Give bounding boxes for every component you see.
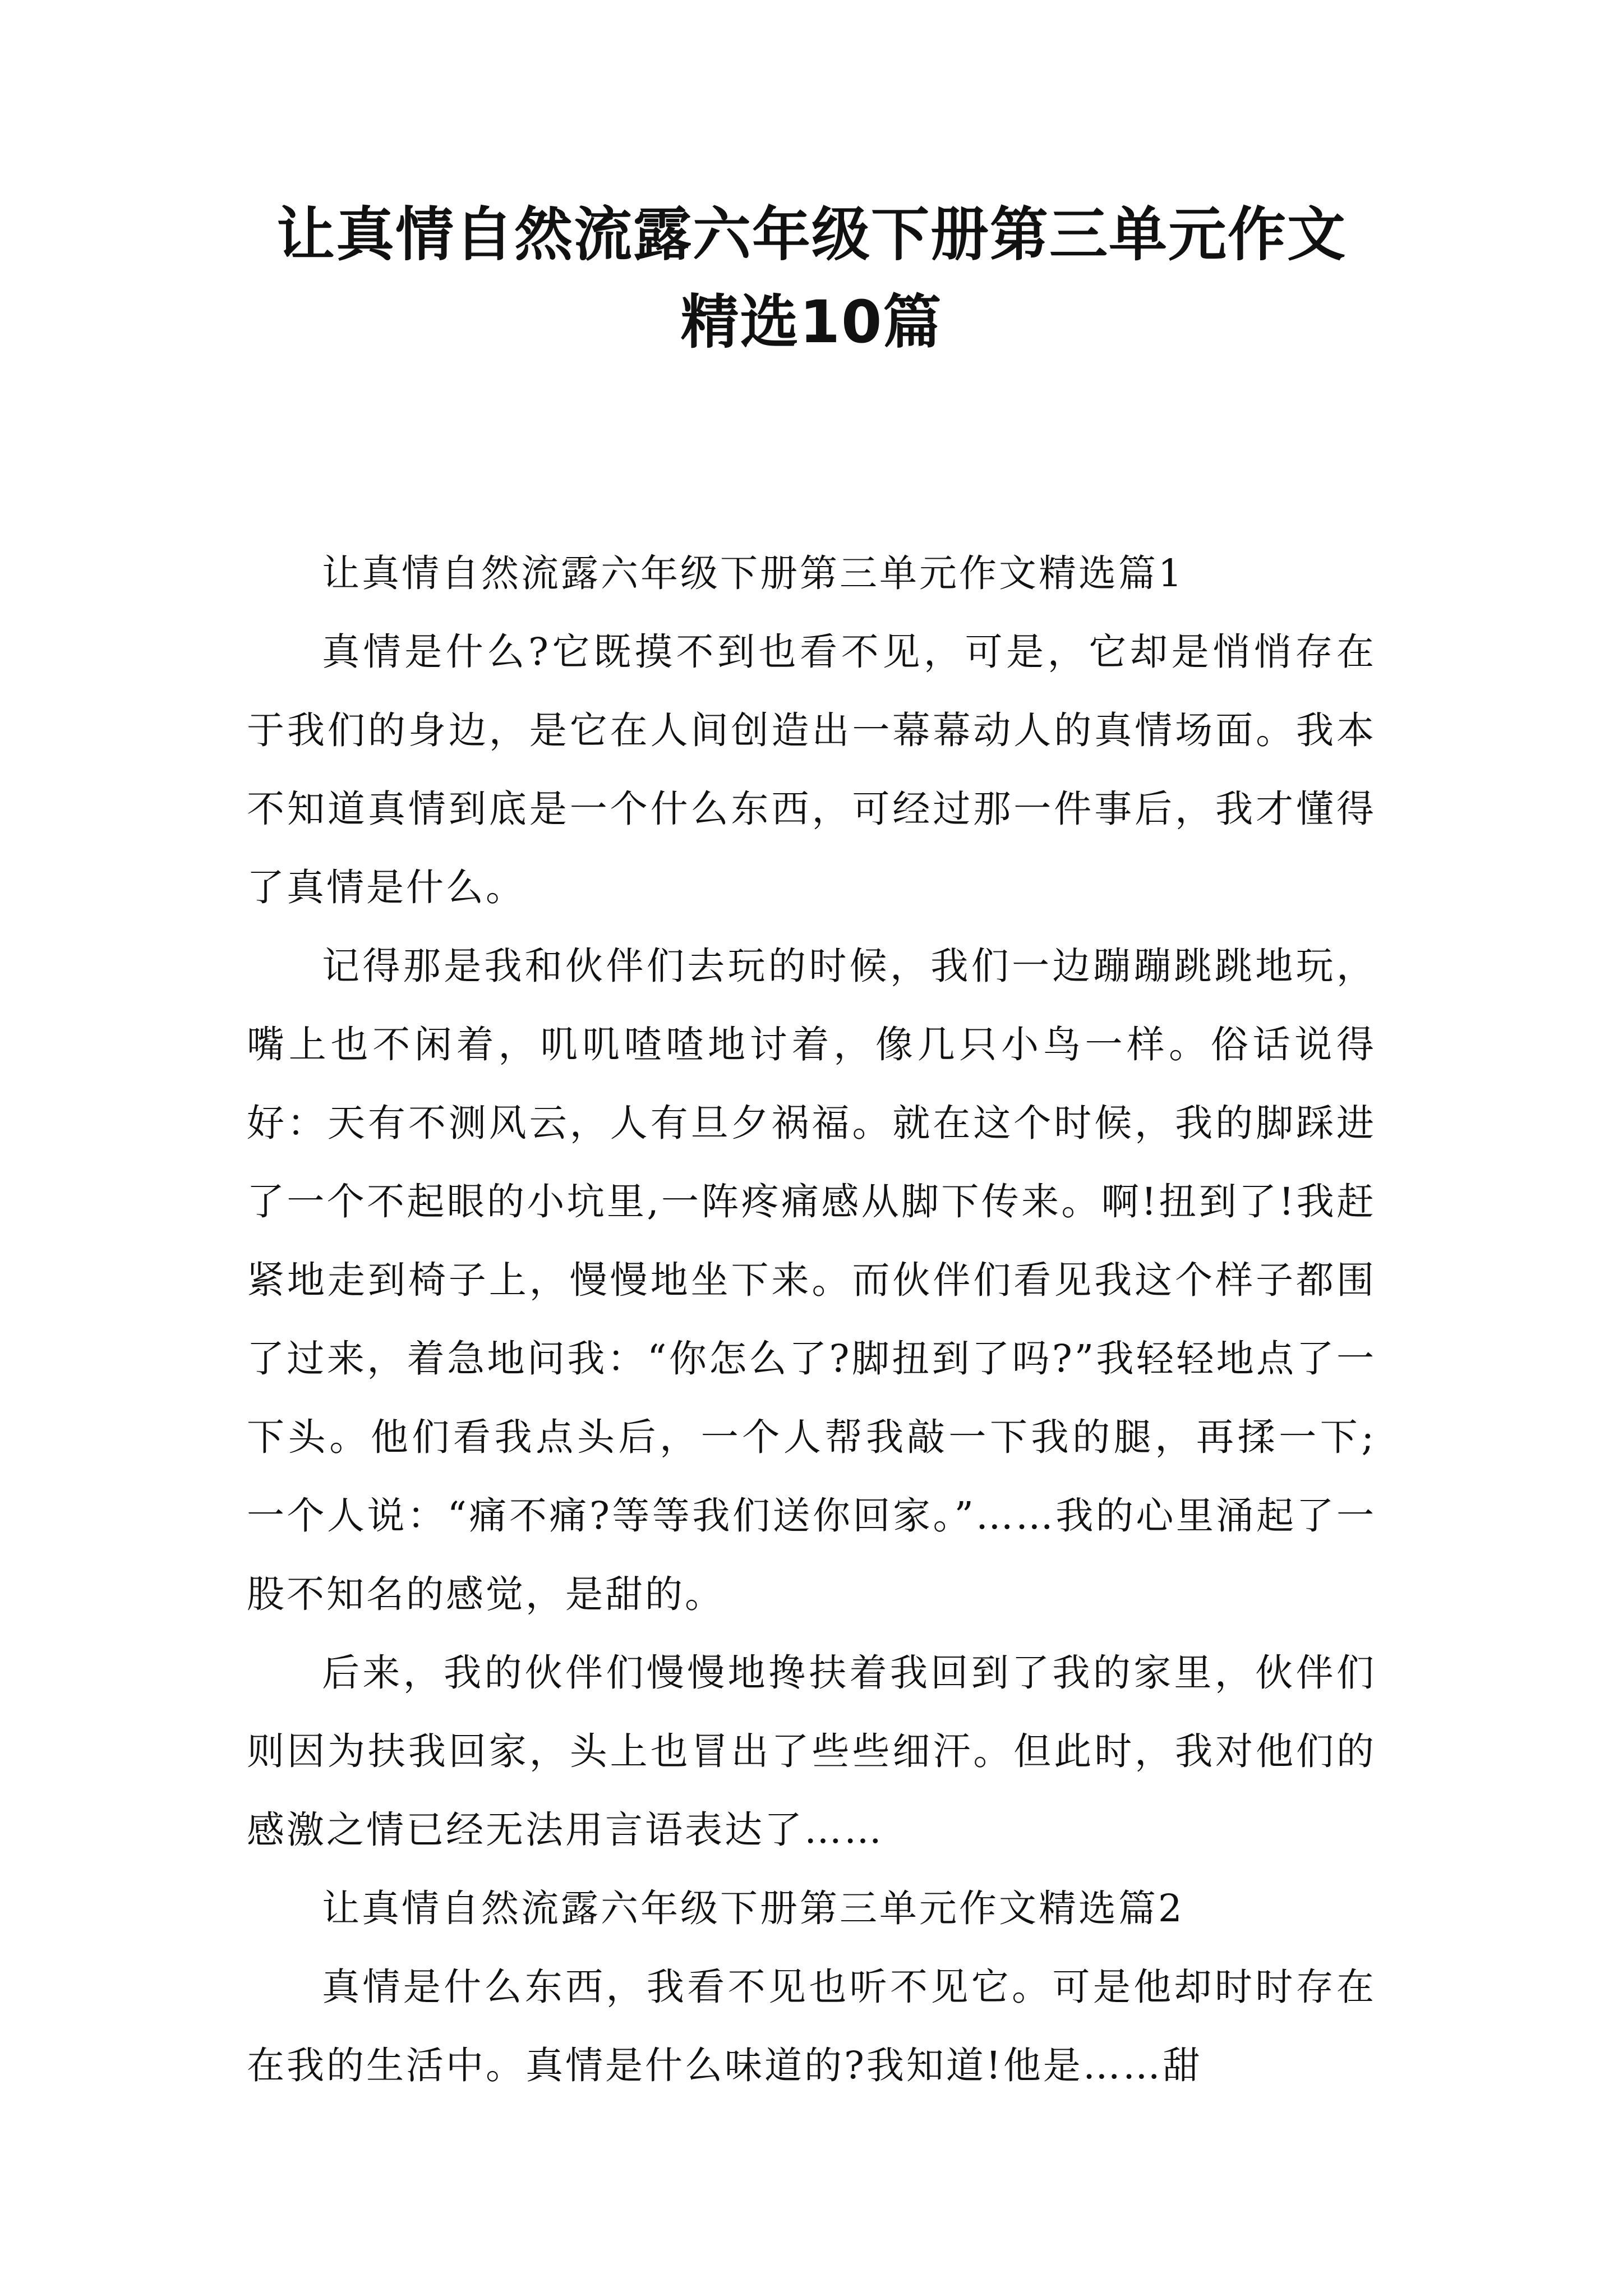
document-body — [247, 534, 1376, 2105]
title-line-2: 精选10篇 — [680, 288, 943, 356]
paragraph: 真情是什么东西，我看不见也听不见它。可是他却时时存在在我的生活中。真情是什么味道的?我知道!他是……甜 — [247, 1965, 1376, 2087]
essay-heading-1: 让真情自然流露六年级下册第三单元作文精选篇1 — [322, 551, 1184, 595]
title-line-1: 让真情自然流露六年级下册第三单元作文 — [276, 200, 1347, 269]
paragraph: 记得那是我和伙伴们去玩的时候，我们一边蹦蹦跳跳地玩，嘴上也不闲着，叽叽喳喳地讨着，像几只小鸟一样。俗话说得好：天有不测风云，人有旦夕祸福。就在这个时候，我的脚踩进了一个不起眼的小坑里,一阵疼痛感从脚下传来。啊!扭到了!我赶紧地走到椅子上，慢慢地坐下来。而伙伴们看见我这个样子都围了过来，着急地问我：“你怎么了?脚扭到了吗?”我轻轻地点了一下头。他们看我点头后，一个人帮我敲一下我的腿，再揉一下;一个人说：“痛不痛?等等我们送你回家。”……我的心里涌起了一股不知名的感觉，是甜的。 — [247, 944, 1376, 1616]
paragraph: 真情是什么?它既摸不到也看不见，可是，它却是悄悄存在于我们的身边，是它在人间创造出一幕幕动人的真情场面。我本不知道真情到底是一个什么东西，可经过那一件事后，我才懂得了真情是什么。 — [247, 630, 1376, 909]
paragraph: 后来，我的伙伴们慢慢地搀扶着我回到了我的家里，伙伴们则因为扶我回家，头上也冒出了些些细汗。但此时，我对他们的感激之情已经无法用言语表达了…… — [247, 1651, 1376, 1852]
document-title — [247, 191, 1376, 366]
essay-heading-2: 让真情自然流露六年级下册第三单元作文精选篇2 — [322, 1887, 1184, 1930]
